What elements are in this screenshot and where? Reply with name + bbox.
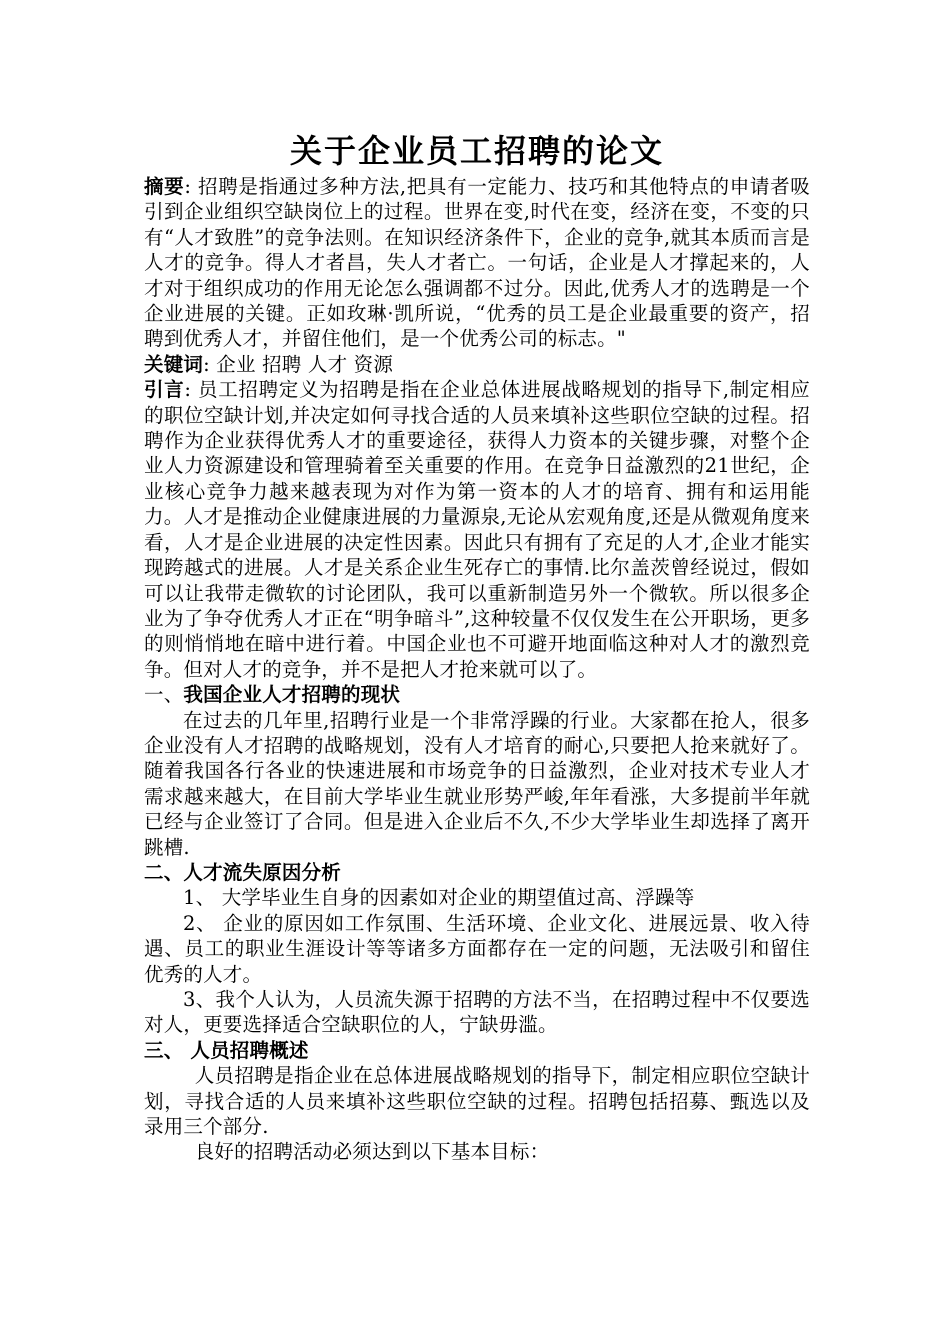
intro-text: : 员工招聘定义为招聘是指在企业总体进展战略规划的指导下,制定相应的职位空缺计划,并决定如何寻找合适的人员来填补这些职位空缺的过程。招聘作为企业获得优秀人才的重要途径，获得人力资本的关键步骤，对整个企业人力资源建设和管理骑着至关重要的作用。在竞争日益激烈的21世纪，企业核心竞争力越来越表现为对作为第一资本的人才的培育、拥有和运用能力。人才是推动企业健康进展的力量源泉,无论从宏观角度,还是从微观角度来看，人才是企业进展的决定性因素。因此只有拥有了充足的人才,企业才能实现跨越式的进展。人才是关系企业生死存亡的事情.比尔盖茨曾经说过，假如可以让我带走微软的讨论团队，我可以重新制造另外一个微软。所以很多企业为了争夺优秀人才正在“明争暗斗”,这种较量不仅仅发生在公开职场，更多的则悄悄地在暗中进行着。中国企业也不可避开地面临这种对人才的激烈竞争。但对人才的竞争，并不是把人才抢来就可以了。 [144,378,810,681]
section3-paragraph-1: 人员招聘是指企业在总体进展战略规划的指导下，制定相应职位空缺计划，寻找合适的人员来填补这些职位空缺的过程。招聘包括招募、甄选以及录用三个部分. [144,1064,810,1139]
section1-heading [144,682,810,707]
section1-heading-text: 我国企业人才招聘的现状 [183,683,401,707]
keywords-paragraph [144,352,810,377]
intro-paragraph [144,377,810,682]
section2-item-2: 2、 企业的原因如工作氛围、生活环境、企业文化、进展远景、收入待遇、员工的职业生涯设计等等诸多方面都存在一定的问题，无法吸引和留住优秀的人才。 [144,911,810,986]
document-body [144,128,810,1165]
section1-heading-prefix: 一、 [144,683,184,707]
page-title: 关于企业员工招聘的论文 [289,132,664,170]
section2-item-1: 1、 大学毕业生自身的因素如对企业的期望值过高、浮躁等 [183,886,695,910]
abstract-text: : 招聘是指通过多种方法,把具有一定能力、技巧和其他特点的申请者吸引到企业组织空缺岗位上的过程。世界在变,时代在变，经济在变，不变的只有“人才致胜”的竞争法则。在知识经济条件下，企业的竞争,就其本质而言是人才的竞争。得人才者昌，失人才者亡。一句话，企业是人才撑起来的，人才对于组织成功的作用无论怎么强调都不过分。因此,优秀人才的选聘是一个企业进展的关键。正如玫琳·凯所说，“优秀的员工是企业最重要的资产，招聘到优秀人才，并留住他们，是一个优秀公司的标志。" [144,175,810,351]
keywords-label: 关键词 [144,352,204,376]
keywords-text: : 企业 招聘 人才 资源 [203,352,394,376]
section3-heading: 三、 人员招聘概述 [144,1038,309,1062]
abstract-label: 摘要 [144,175,185,198]
section3-paragraph-2: 良好的招聘活动必须达到以下基本目标： [194,1140,550,1164]
section1-paragraph: 在过去的几年里,招聘行业是一个非常浮躁的行业。大家都在抢人，很多企业没有人才招聘的战略规划，没有人才培育的耐心,只要把人抢来就好了。随着我国各行各业的快速进展和市场竞争的日益激烈，企业对技术专业人才需求越来越大，在目前大学毕业生就业形势严峻,年年看涨，大多提前半年就已经与企业签订了合同。但是进入企业后不久,不少大学毕业生却选择了离开跳槽. [144,708,810,859]
section2-heading: 二、人才流失原因分析 [144,860,342,884]
intro-label: 引言 [144,378,185,402]
abstract-paragraph [144,174,810,352]
section2-item-3: 3、我个人认为，人员流失源于招聘的方法不当，在招聘过程中不仅要选对人，更要选择适合空缺职位的人，宁缺毋滥。 [144,988,810,1037]
